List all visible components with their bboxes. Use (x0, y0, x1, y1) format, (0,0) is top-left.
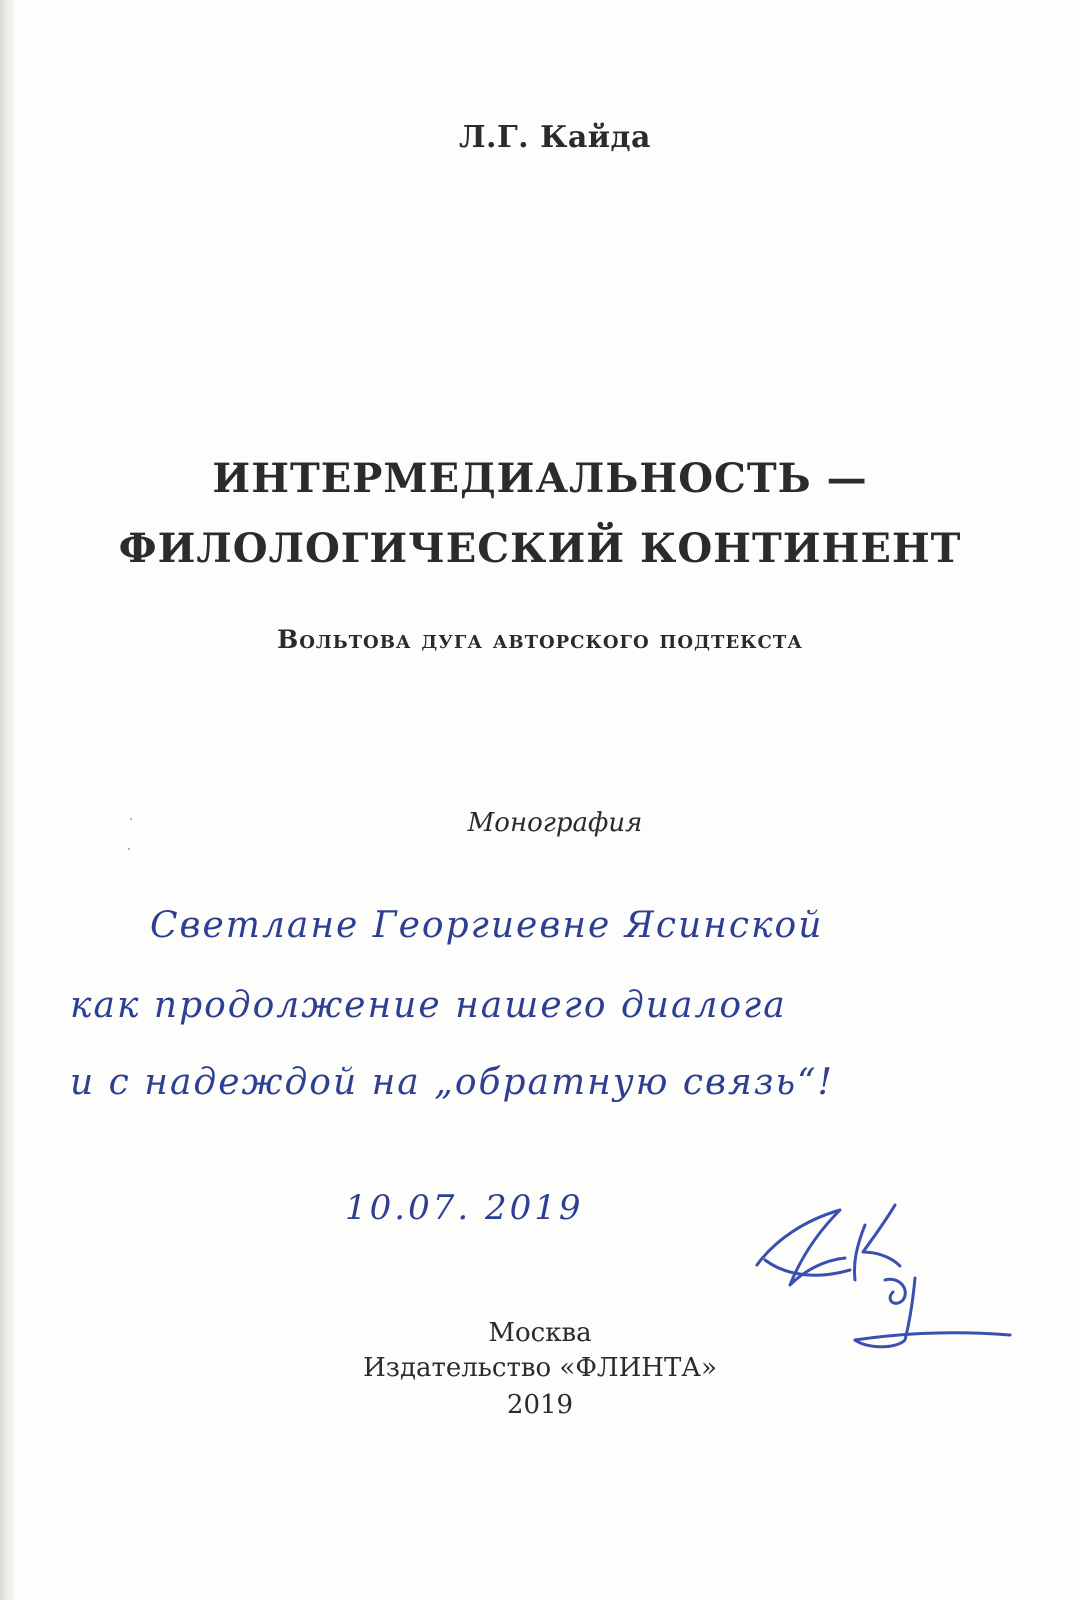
inscription-line-1: Светлане Георгиевне Ясинской (150, 905, 824, 946)
book-title-line-2: ФИЛОЛОГИЧЕСКИЙ КОНТИНЕНТ (118, 525, 962, 572)
paper-speck (130, 818, 132, 820)
book-genre: Монография (467, 808, 643, 838)
inscription-line-2: как продолжение нашего диалога (70, 985, 787, 1026)
book-subtitle: Вольтова дуга авторского подтекста (277, 625, 803, 654)
author-name: Л.Г. Кайда (459, 120, 651, 155)
paper-speck (128, 848, 130, 850)
imprint-city: Москва (488, 1318, 592, 1348)
imprint-year: 2019 (506, 1390, 574, 1420)
inscription-date: 10.07. 2019 (345, 1188, 584, 1228)
imprint-publisher: Издательство «ФЛИНТА» (363, 1353, 717, 1383)
book-title-line-1: ИНТЕРМЕДИАЛЬНОСТЬ — (212, 455, 868, 502)
inscription-line-3: и с надеждой на „обратную связь“! (70, 1062, 834, 1103)
